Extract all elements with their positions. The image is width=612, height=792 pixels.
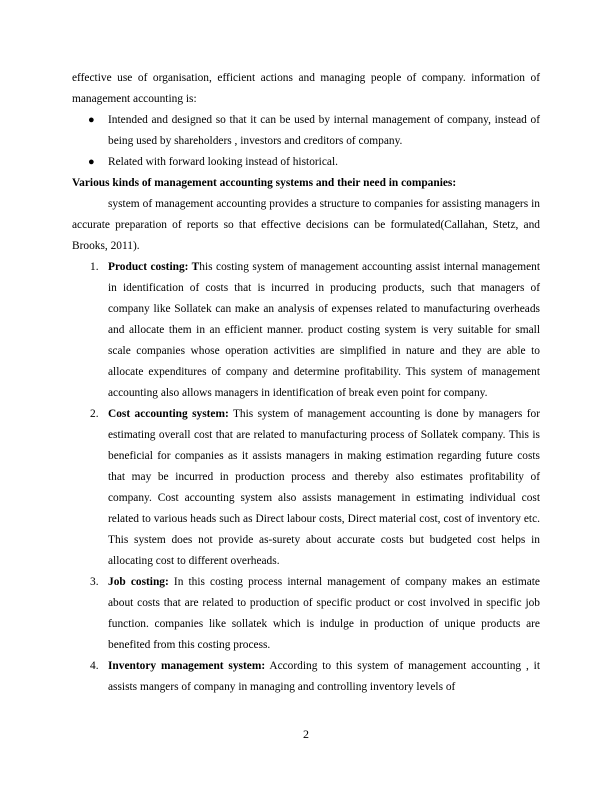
- item-body: his costing system of management accounting assist internal management in identification of costs that is incurred in producing products, such that managers of company like Sollatek can make an analysis of expenses related to manufacturing overheads and allocate them in an efficient manner. product costing system is very suitable for small scale companies whose operation activities are simplified in nature and they are able to allocate expenditures of company and determine profitability. This system of management accounting also allows managers in identification of break even point for company.: [108, 261, 540, 399]
- section-heading: Various kinds of management accounting systems and their need in companies:: [72, 177, 457, 189]
- list-item: [72, 404, 540, 572]
- item-body: According to this system of management accounting , it assists mangers of company in managing and controlling inventory levels of: [108, 660, 540, 693]
- item-number: 1.: [90, 261, 99, 273]
- item-number: 2.: [90, 408, 99, 420]
- item-title: Product costing: T: [108, 261, 200, 273]
- numbered-list: [72, 257, 540, 698]
- intro-paragraph: effective use of organisation, efficient actions and managing people of company. information of management accounting is:: [72, 72, 540, 105]
- list-item: [72, 572, 540, 656]
- list-item: [72, 257, 540, 404]
- bullet-text: Related with forward looking instead of historical.: [108, 156, 338, 168]
- item-title: Job costing:: [108, 576, 169, 588]
- item-title: Inventory management system:: [108, 660, 266, 672]
- section-intro: system of management accounting provides a structure to companies for assisting managers in accurate preparation of reports so that effective decisions can be formulated(Callahan, Stetz, and Brooks, 2011).: [72, 198, 540, 252]
- item-number: 3.: [90, 576, 99, 588]
- item-body: This system of management accounting is done by managers for estimating overall cost that are related to manufacturing process of Sollatek company. This is beneficial for companies as it assists managers in making estimation regarding future costs that may be incurred in production process and thereby also estimates profitability of company. Cost accounting system also assists management in estimating individual cost related to various heads such as Direct labour costs, Direct material cost, cost of inventory etc. This system does not provide as-surety about accurate costs but budgeted cost helps in allocating cost to different overheads.: [108, 408, 540, 567]
- page-body: [72, 68, 540, 698]
- item-body: In this costing process internal management of company makes an estimate about costs that are related to production of specific product or cost involved in specific job function. companies like sollatek which is indulge in production of unique products are benefited from this costing process.: [108, 576, 540, 651]
- bullet-item: [72, 110, 540, 152]
- list-item: [72, 656, 540, 698]
- bullet-text: Intended and designed so that it can be used by internal management of company, instead of being used by shareholders , investors and creditors of company.: [108, 114, 540, 147]
- bullet-list: [72, 110, 540, 173]
- item-title: Cost accounting system:: [108, 408, 229, 420]
- bullet-item: [72, 152, 540, 173]
- page-number: 2: [303, 727, 309, 741]
- item-number: 4.: [90, 660, 99, 672]
- bullet-icon: ●: [88, 114, 95, 126]
- bullet-icon: ●: [88, 156, 95, 168]
